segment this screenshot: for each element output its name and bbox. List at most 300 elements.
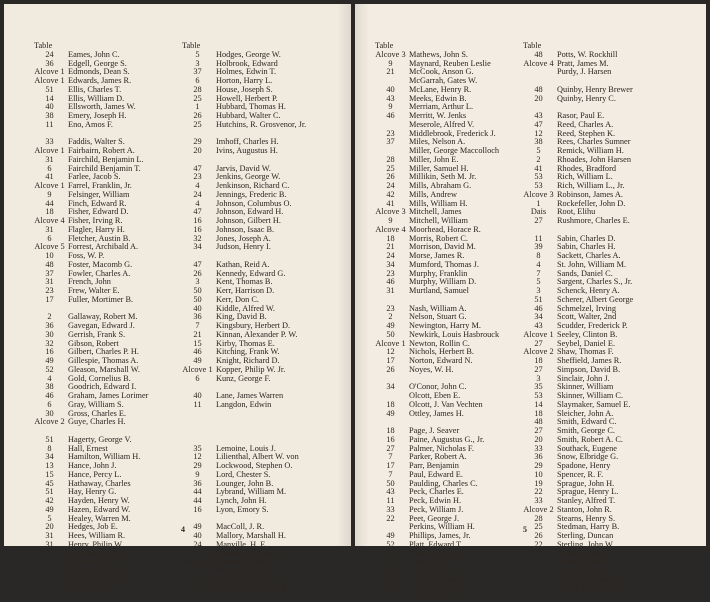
list-item (34, 583, 119, 594)
table-number: 40 (193, 391, 202, 400)
member-name: Hay, Henry G. (68, 487, 117, 497)
member-name: Mapes, S. Herbert (216, 566, 277, 575)
member-name: Farlee, Jacob S. (68, 172, 121, 182)
member-name: Miles, Nelson A. (409, 137, 466, 147)
member-name: Gerrish, Frank S. (68, 329, 126, 339)
member-name: Shaw, Thomas F. (557, 347, 614, 357)
table-number: 16 (45, 347, 54, 357)
table-number: 31 (45, 566, 54, 575)
member-name: Kitching, Frank W. (216, 347, 280, 357)
member-name: Poor, Ruel W. (409, 557, 456, 567)
table-number: 29 (193, 461, 202, 470)
table-number: 25 (193, 583, 202, 593)
member-name: Strong Benjamin, Jr. (557, 583, 626, 593)
table-number: Dais (382, 566, 399, 575)
table-number: 10 (45, 251, 54, 260)
member-name: Hagerty, George V. (68, 434, 132, 444)
table-number: Alcove 1 (182, 364, 213, 374)
member-name: Hodges, George W. (216, 49, 281, 59)
table-number: 3 (536, 373, 541, 383)
member-name: Sabin, Charles D. (557, 233, 616, 243)
member-name: Edgell, George S. (68, 58, 127, 68)
table-number: 28 (386, 548, 395, 558)
table-number: 27 (386, 443, 395, 453)
table-number: 3 (536, 286, 541, 295)
table-number: 53 (534, 181, 543, 190)
table-number: 25 (193, 93, 202, 103)
table-number: 31 (45, 154, 54, 164)
member-name: Murtland, Samuel (409, 286, 469, 295)
member-name: Johnson, Gilbert H. (216, 216, 281, 225)
table-number: 16 (386, 434, 395, 444)
member-name: Meeks, Edwin B. (409, 93, 467, 103)
table-number: 33 (534, 443, 543, 453)
member-name: Seeley, Clinton B. (557, 329, 618, 339)
member-name: Fletcher, Austin B. (68, 233, 131, 243)
table-number: 35 (193, 443, 202, 453)
table-number: 43 (386, 487, 395, 497)
table-number: 38 (534, 137, 543, 147)
table-number: 53 (534, 172, 543, 182)
table-number: 47 (534, 119, 543, 129)
table-number: 40 (193, 531, 202, 540)
member-name: Paul, Edward E. (409, 469, 463, 479)
member-name: Mills, Andrew (409, 189, 457, 199)
member-name: Langdon, Edwin (216, 399, 272, 409)
table-number: 26 (193, 111, 202, 120)
table-number: 31 (45, 224, 54, 234)
member-name: Lynch, John H. (216, 496, 267, 505)
member-name: Gold, Cornelius B. (68, 373, 131, 383)
member-name: Olcott, J. Van Vechten (409, 399, 483, 409)
member-name: Peck, William J. (409, 504, 464, 514)
column-2 (182, 41, 307, 593)
table-number: 28 (386, 154, 395, 164)
table-number: 23 (386, 128, 395, 138)
table-number: Alcove 4 (375, 224, 406, 234)
table-number: Alcove 1 (34, 67, 65, 77)
member-name: Jarvis, David W. (216, 163, 271, 173)
table-number: 24 (193, 539, 202, 549)
table-number: 15 (193, 338, 202, 348)
table-number: Alcove 3 (523, 189, 554, 199)
table-number: 18 (386, 399, 395, 409)
member-name: Rich, William L., Jr. (557, 181, 625, 190)
list-item (523, 58, 609, 69)
member-name: Lyon, Emory S. (216, 504, 269, 514)
table-number: 26 (534, 531, 543, 540)
member-name: Morris, Robert C. (409, 233, 468, 243)
list-item (182, 418, 200, 427)
table-number: 34 (534, 312, 543, 322)
table-number: 23 (386, 303, 395, 313)
table-number: 18 (386, 233, 395, 243)
table-number: 11 (386, 496, 395, 505)
member-name: Platt, Edward T. (409, 539, 463, 549)
member-name: Platten, John W. (409, 548, 463, 558)
member-name: Parker, Robert A. (409, 452, 467, 462)
table-number: 41 (534, 163, 543, 173)
table-number: 50 (386, 329, 395, 339)
member-name: Miller, Samuel H. (409, 163, 469, 173)
member-name: McGarrah, Gates W. (409, 76, 478, 85)
member-name: Moorhead, Horace R. (409, 224, 481, 234)
member-name: Gleason, Marshall W. (68, 364, 140, 374)
column-1 (34, 41, 149, 593)
member-name: Johnson, Columbus O. (216, 198, 292, 208)
table-number: 37 (45, 268, 54, 278)
list-item (34, 294, 134, 305)
member-name: Fisher, Irving R. (68, 216, 123, 225)
member-name: Higgins, Richard H. (68, 566, 135, 575)
member-name: Perkins, William H. (409, 522, 475, 532)
table-number: 21 (386, 242, 395, 252)
member-name: Gibson, Robert (68, 338, 119, 348)
member-name: Remick, William H. (557, 146, 624, 155)
list-item (182, 410, 200, 419)
member-name: Rhodes, Bradford (557, 163, 616, 173)
member-name: Fairchild Benjamin T. (68, 163, 141, 173)
member-name: Kunz, George F. (216, 373, 271, 383)
table-number: 29 (193, 137, 202, 147)
table-number: 27 (534, 364, 543, 374)
member-name: Hathaway, Charles (68, 478, 131, 488)
table-number: 36 (45, 321, 54, 330)
member-name: Flagler, Harry H. (68, 224, 125, 234)
member-name: Hutchins, R. Grosvenor, Jr. (216, 119, 307, 129)
table-number: 11 (534, 233, 543, 243)
table-number: 53 (534, 391, 543, 400)
table-number: 52 (45, 364, 54, 374)
table-number: 44 (193, 487, 202, 497)
table-number: 6 (195, 76, 200, 85)
table-number: 32 (193, 233, 202, 243)
member-name: Mills, Abraham G. (409, 181, 472, 190)
table-number: 2 (388, 312, 393, 322)
table-number: 3 (195, 58, 200, 68)
table-number: 23 (193, 172, 202, 182)
table-number: 4 (536, 557, 541, 567)
member-name: Henry, Philip W. (68, 539, 124, 549)
member-name: Hedges, Job E. (68, 522, 118, 532)
member-name: Kerr, Harrison D. (216, 286, 275, 295)
table-number: 9 (195, 469, 200, 479)
member-name: Morrison, David M. (409, 242, 476, 252)
table-number: 51 (534, 294, 543, 304)
member-name: Lounger, John B. (216, 478, 274, 488)
table-number: 16 (193, 216, 202, 225)
member-name: Stedman, Harry B. (557, 522, 620, 532)
table-number: 24 (386, 181, 395, 190)
table-number: 22 (534, 487, 543, 497)
member-name: Stone, Mason A. (557, 557, 613, 567)
table-number: 48 (534, 49, 543, 59)
table-number: 49 (386, 531, 395, 540)
table-number: 30 (45, 329, 54, 339)
table-number: 25 (193, 119, 202, 129)
member-name: Fowler, Charles A. (68, 268, 131, 278)
table-number: 24 (193, 189, 202, 199)
member-name: Sabin, Charles H. (557, 242, 616, 252)
member-name: Hayden, Henry W. (68, 496, 130, 505)
table-number: Alcove 3 (375, 207, 406, 217)
table-number: 49 (193, 356, 202, 365)
member-name: Schenck, Henry A. (557, 286, 620, 295)
table-number: 47 (193, 207, 202, 217)
member-name: Sands, Daniel C. (557, 268, 613, 278)
table-number: 51 (45, 487, 54, 497)
table-number: 50 (193, 294, 202, 304)
table-number: 22 (386, 513, 395, 523)
page-right (355, 4, 706, 602)
member-name: King, David B. (216, 312, 267, 322)
member-name: Graham, James Lorimer (68, 391, 149, 400)
member-name: Judson, Henry I. (216, 242, 271, 252)
table-number: 48 (534, 84, 543, 94)
member-name: Palmer, Nicholas F. (409, 443, 474, 453)
member-name: Gallaway, Robert M. (68, 312, 138, 322)
table-number: 40 (45, 102, 54, 112)
table-number: 29 (534, 461, 543, 470)
table-number: 44 (193, 496, 202, 505)
member-name: Mumford, Thomas J. (409, 259, 479, 269)
table-number: 15 (45, 469, 54, 479)
member-name: O'Conor, John C. (409, 382, 467, 392)
table-number: 40 (386, 84, 395, 94)
table-number: 49 (45, 504, 54, 514)
list-item (182, 119, 307, 130)
member-name: McLane, Henry R. (409, 84, 472, 94)
table-number: 35 (534, 382, 543, 392)
member-name: Edmonds, Dean S. (68, 67, 130, 77)
column-header: Table (34, 41, 53, 50)
table-number: 9 (47, 189, 52, 199)
member-name: Gavegan, Edward J. (68, 321, 135, 330)
member-name: Rushmore, Charles E. (557, 216, 630, 225)
member-name: Hamilton, William H. (68, 452, 141, 462)
member-name: Stanley, Alfred T. (557, 496, 616, 505)
table-number: 37 (534, 583, 543, 593)
table-number: 20 (534, 434, 543, 444)
member-name: Phillips, James, Jr. (409, 531, 471, 540)
table-number: 14 (534, 399, 543, 409)
member-name: Goodrich, Edward I. (68, 382, 137, 392)
table-number: 7 (536, 268, 541, 278)
table-number: 8 (47, 443, 52, 453)
table-number: 31 (45, 277, 54, 287)
table-number: 20 (534, 93, 543, 103)
member-name: Sargent, Charles S., Jr. (557, 277, 633, 287)
page-left (4, 4, 351, 593)
table-number: 39 (386, 583, 395, 593)
table-number: 6 (47, 399, 52, 409)
member-name: Slaymaker, Samuel E. (557, 399, 631, 409)
list-item (34, 119, 113, 130)
table-number: 5 (536, 146, 541, 155)
list-item (523, 216, 630, 226)
list-item (523, 93, 616, 104)
member-name: Sackett, Charles A. (557, 251, 621, 260)
table-number: 28 (193, 84, 202, 94)
list-item (182, 399, 272, 410)
list-item (375, 382, 467, 392)
table-number: 4 (195, 181, 200, 190)
table-number: 4 (195, 198, 200, 208)
table-number: 13 (45, 461, 54, 470)
list-item (523, 583, 626, 594)
member-name: Mallory, Marshall H. (216, 531, 286, 540)
table-number: 7 (388, 452, 393, 462)
member-name: Quinby, Henry C. (557, 93, 616, 103)
table-number: 24 (386, 251, 395, 260)
table-number: 17 (45, 294, 54, 304)
member-name: Snow, Elbridge G. (557, 452, 619, 462)
member-name: Kerr, Don C. (216, 294, 259, 304)
table-number: 3 (195, 277, 200, 287)
member-name: Ellis, Charles T. (68, 84, 122, 94)
member-name: Jenkinson, Richard C. (216, 181, 290, 190)
member-name: Farrel, Franklin, Jr. (68, 181, 132, 190)
table-number: 45 (45, 478, 54, 488)
member-name: Stokes, Walter C. (557, 548, 615, 558)
table-number: 31 (45, 531, 54, 540)
table-number: 36 (193, 478, 202, 488)
member-name: Johnson, Edward H. (216, 207, 284, 217)
member-name: Sprague, Henry L. (557, 487, 619, 497)
member-name: Stowell, Edward E. (557, 574, 622, 584)
table-number: 24 (45, 49, 54, 59)
member-name: Peck, Edwin H. (409, 496, 462, 505)
table-number: Alcove 3 (375, 49, 406, 59)
member-name: Felsinger, William (68, 189, 130, 199)
table-number: 50 (386, 478, 395, 488)
table-number: 4 (47, 373, 52, 383)
member-name: Rich, William L. (557, 172, 613, 182)
member-name: Hance, Percy L. (68, 469, 122, 479)
table-number: 36 (193, 312, 202, 322)
table-number: 7 (388, 469, 393, 479)
member-name: Rockefeller, John D. (557, 198, 626, 208)
column-1 (375, 41, 500, 602)
list-item (182, 504, 269, 515)
member-name: Porter, William H. (409, 574, 470, 584)
member-name: Hobbs, Frederick G. (68, 574, 136, 584)
table-number: 11 (193, 399, 202, 409)
member-name: Ottley, James H. (409, 408, 464, 418)
table-number: 32 (45, 338, 54, 348)
table-number: Alcove 1 (34, 76, 65, 85)
member-name: Foster, Macomb G. (68, 259, 133, 269)
member-name: Scott, Walter, 2nd (557, 312, 617, 322)
member-name: Jones, Joseph A. (216, 233, 271, 243)
member-name: Kathan, Reid A. (216, 259, 270, 269)
member-name: Faddis, Walter S. (68, 137, 125, 147)
member-name: Miller, John E. (409, 154, 459, 164)
table-number: 18 (45, 207, 54, 217)
table-number: 48 (534, 417, 543, 427)
table-number: 26 (193, 268, 202, 278)
member-name: Porter, Horace (409, 566, 458, 575)
table-number: 18 (534, 356, 543, 365)
member-name: Robinson, James A. (557, 189, 623, 199)
table-number: 46 (386, 277, 395, 287)
member-name: Jenkins, George W. (216, 172, 281, 182)
page-number: 4 (181, 525, 185, 534)
table-number: Alcove 2 (523, 504, 554, 514)
member-name: Holmes, Edwin T. (216, 67, 277, 77)
list-item (375, 286, 469, 296)
member-name: Eno, Amos F. (68, 119, 113, 129)
member-name: Hepburn, A. Barton (68, 548, 134, 558)
member-name: Howell, Herbert P. (216, 93, 278, 103)
table-number: 9 (388, 102, 393, 112)
member-name: McCook, Anson G. (409, 67, 474, 77)
member-name: Ivins, Augustus H. (216, 146, 278, 155)
table-number: 1 (536, 198, 541, 208)
member-name: House, Joseph S. (216, 84, 273, 94)
table-number: 50 (193, 286, 202, 295)
member-name: Guye, Charles H. (68, 417, 126, 427)
gutter-shadow (355, 4, 369, 546)
table-number: 4 (536, 259, 541, 269)
list-item (375, 137, 466, 147)
member-name: Pomeroy, Daniel E. (409, 583, 474, 593)
member-name: Nichols, Herbert B. (409, 347, 474, 357)
table-number: 5 (536, 277, 541, 287)
table-number: 43 (534, 321, 543, 330)
table-number: 12 (193, 452, 202, 462)
member-name: Peck, Charles E. (409, 487, 464, 497)
member-name: Hazen, Edward W. (68, 504, 131, 514)
member-name: Eames, John C. (68, 49, 120, 59)
member-name: French, John (68, 277, 111, 287)
member-name: Forrest, Archibald A. (68, 242, 139, 252)
member-name: Merritt, W. Jenks (409, 111, 467, 120)
member-name: Mills, William H. (409, 198, 468, 208)
table-number: Alcove 4 (523, 58, 554, 68)
member-name: Merriam, Arthur L. (409, 102, 474, 112)
table-number: 16 (193, 504, 202, 514)
table-number: 33 (386, 504, 395, 514)
member-name: Skinner, William C. (557, 391, 624, 400)
member-name: Sleicher, John A. (557, 408, 614, 418)
table-number: 37 (386, 137, 395, 147)
table-number: 9 (388, 58, 393, 68)
member-name: Pratt, James M. (557, 58, 609, 68)
member-name: Rasor, Paul E. (557, 111, 605, 120)
table-number: 17 (386, 461, 395, 470)
list-item (182, 146, 278, 156)
member-name: Miller, George Maccolloch (409, 146, 500, 155)
table-number: 46 (386, 111, 395, 120)
member-name: Simpson, David B. (557, 364, 621, 374)
member-name: Post, Abram S. (409, 592, 459, 602)
table-number: 27 (534, 426, 543, 435)
member-name: Purdy, J. Harsen (557, 67, 612, 77)
table-number: 41 (45, 172, 54, 182)
table-number: 23 (386, 268, 395, 278)
member-name: Finch, Edward R. (68, 198, 127, 208)
table-number: 37 (193, 67, 202, 77)
member-name: Scudder, Frederick P. (557, 321, 628, 330)
table-number: 1 (195, 102, 200, 112)
table-number: 25 (534, 522, 543, 532)
member-name: Hubbard, Walter C. (216, 111, 281, 120)
table-number: 41 (386, 557, 395, 567)
member-name: Herbert, John W. (68, 557, 125, 567)
table-number: 19 (534, 478, 543, 488)
table-number: 44 (45, 198, 54, 208)
